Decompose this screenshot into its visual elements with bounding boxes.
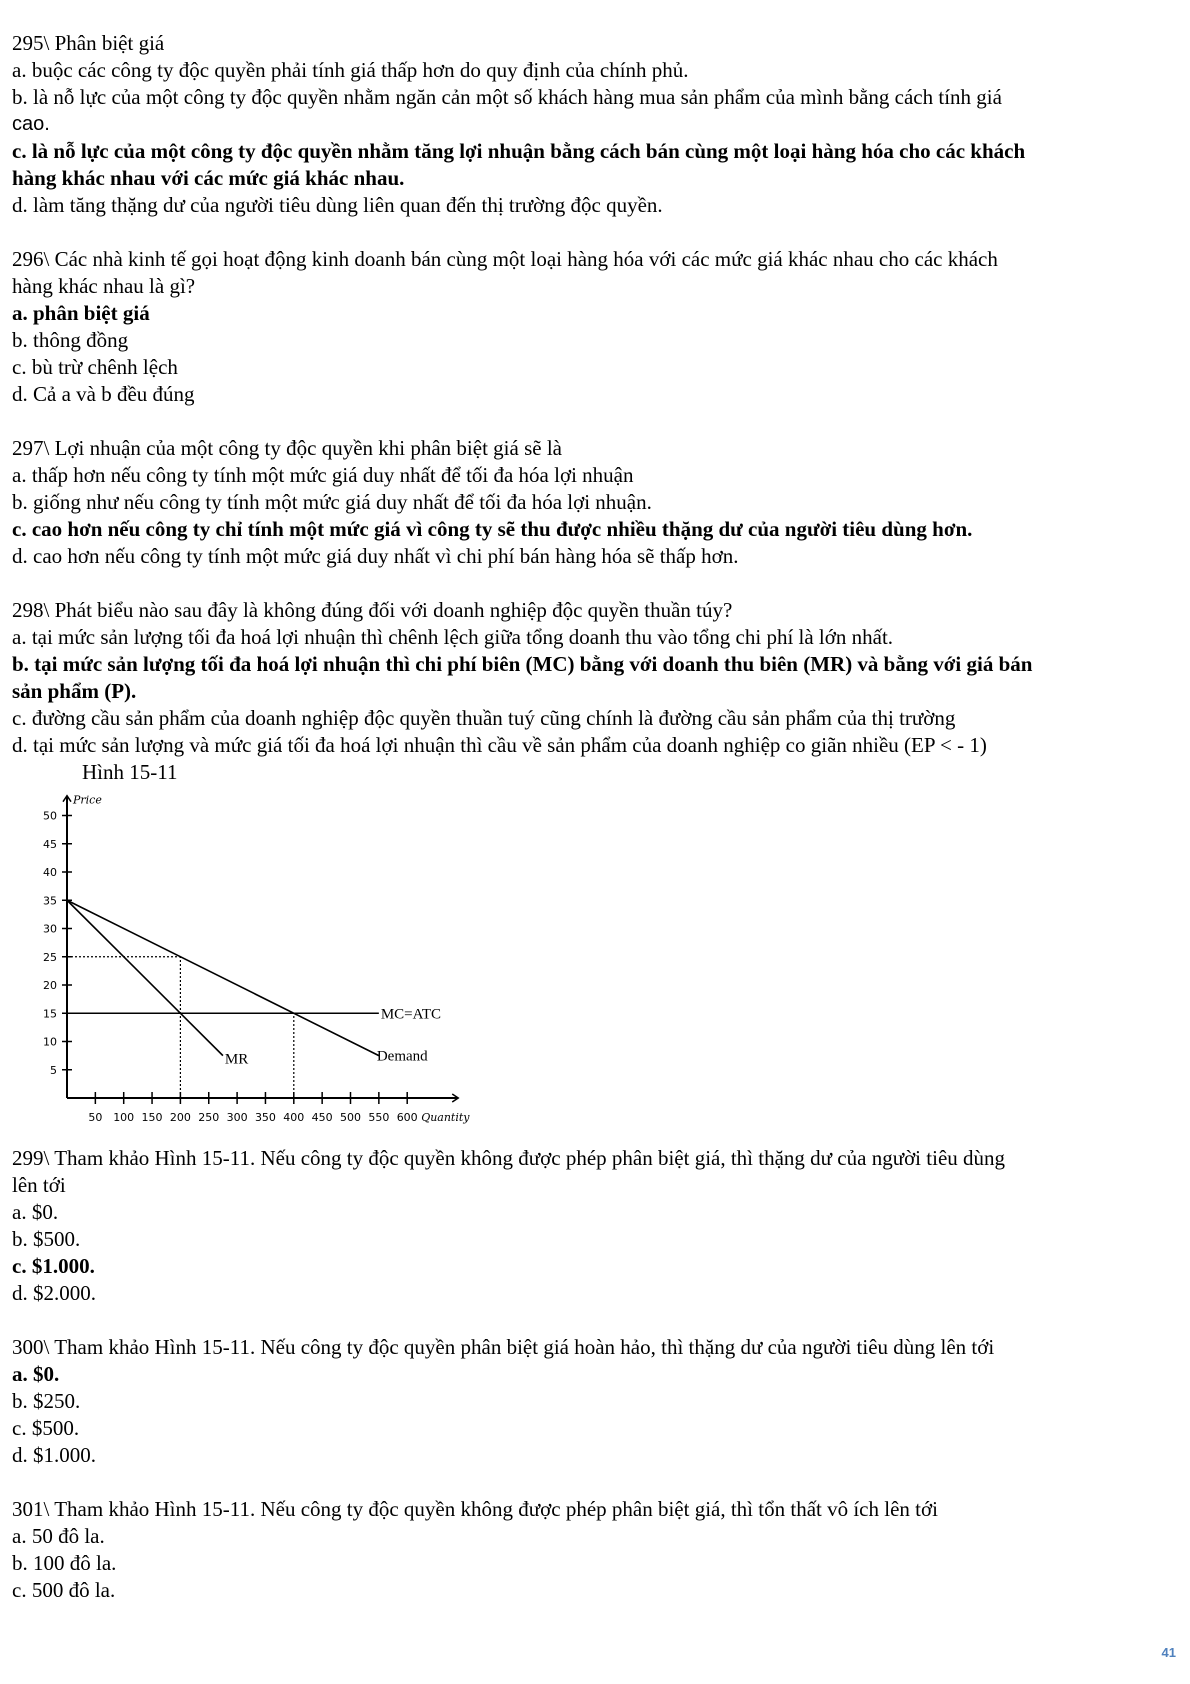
option-c-answer: c. $1.000. — [12, 1254, 95, 1278]
option-b: b. là nỗ lực của một công ty độc quyền nhằm ngăn cản một số khách hàng mua sản phẩm của mình bằng cách tính giá — [12, 85, 1002, 109]
question-stem-continued: lên tới — [12, 1173, 66, 1197]
option-d: d. $2.000. — [12, 1281, 96, 1305]
y-tick-label: 15 — [43, 1007, 57, 1021]
x-tick-label: 300 — [226, 1111, 248, 1124]
question-stem: 299\ Tham khảo Hình 15-11. Nếu công ty độc quyền không được phép phân biệt giá, thì thặng dư của người tiêu dùng — [12, 1146, 1006, 1170]
option-c: c. $500. — [12, 1416, 80, 1440]
x-tick-label: 150 — [141, 1111, 163, 1124]
question-stem: 298\ Phát biểu nào sau đây là không đúng đối với doanh nghiệp độc quyền thuần túy? — [12, 598, 733, 622]
question-stem: 295\ Phân biệt giá — [12, 31, 165, 55]
option-b: b. thông đồng — [12, 328, 129, 352]
question-301 — [12, 1496, 1180, 1604]
label-demand: Demand — [376, 1048, 428, 1065]
question-297 — [12, 435, 1180, 570]
x-axis-label: Quantity — [421, 1111, 470, 1124]
question-300 — [12, 1334, 1180, 1469]
option-a-answer: a. $0. — [12, 1362, 60, 1386]
y-tick-label: 10 — [43, 1035, 57, 1049]
x-tick-label: 550 — [368, 1111, 390, 1124]
x-tick-label: 500 — [340, 1111, 361, 1124]
option-a: a. $0. — [12, 1200, 59, 1224]
question-299 — [12, 1145, 1180, 1307]
question-296 — [12, 246, 1180, 408]
x-tick-label: 600 — [396, 1111, 418, 1124]
option-c-answer-continued: hàng khác nhau với các mức giá khác nhau. — [12, 166, 405, 190]
option-a: a. buộc các công ty độc quyền phải tính giá thấp hơn do quy định của chính phủ. — [12, 58, 689, 82]
question-stem-continued: hàng khác nhau là gì? — [12, 274, 196, 298]
x-tick-label: 400 — [283, 1111, 305, 1124]
option-c: c. bù trừ chênh lệch — [12, 355, 178, 379]
question-stem: 301\ Tham khảo Hình 15-11. Nếu công ty độc quyền không được phép phân biệt giá, thì tổn thất vô ích lên tới — [12, 1497, 938, 1521]
figure-15-11 — [12, 759, 512, 1139]
option-b: b. $500. — [12, 1227, 81, 1251]
option-d: d. $1.000. — [12, 1443, 96, 1467]
option-b-continued: cao. — [12, 113, 50, 135]
question-stem: 296\ Các nhà kinh tế gọi hoạt động kinh doanh bán cùng một loại hàng hóa với các mức giá khác nhau cho các khách — [12, 247, 998, 271]
option-d: d. Cả a và b đều đúng — [12, 382, 195, 406]
y-tick-label: 5 — [50, 1063, 57, 1077]
x-tick-label: 50 — [88, 1111, 103, 1124]
x-tick-label: 250 — [198, 1111, 220, 1124]
figure-title: Hình 15-11 — [82, 760, 178, 784]
x-tick-label: 100 — [113, 1111, 135, 1124]
option-b: b. giống như nếu công ty tính một mức giá duy nhất để tối đa hóa lợi nhuận. — [12, 490, 652, 514]
x-tick-label: 450 — [311, 1111, 333, 1124]
question-298 — [12, 597, 1180, 759]
option-b-answer: b. tại mức sản lượng tối đa hoá lợi nhuận thì chi phí biên (MC) bằng với doanh thu biên (MR) và bằng với giá bán — [12, 652, 1033, 676]
option-a: a. thấp hơn nếu công ty tính một mức giá duy nhất để tối đa hóa lợi nhuận — [12, 463, 634, 487]
question-stem: 300\ Tham khảo Hình 15-11. Nếu công ty độc quyền phân biệt giá hoàn hảo, thì thặng dư của người tiêu dùng lên tới — [12, 1335, 995, 1359]
option-b: b. $250. — [12, 1389, 81, 1413]
option-b: b. 100 đô la. — [12, 1551, 117, 1575]
y-tick-label: 20 — [43, 979, 57, 992]
y-tick-label: 35 — [43, 894, 57, 908]
y-tick-label: 30 — [43, 922, 57, 936]
y-tick-label: 25 — [43, 950, 57, 964]
chart-svg — [12, 759, 512, 1139]
option-a: a. tại mức sản lượng tối đa hoá lợi nhuận thì chênh lệch giữa tổng doanh thu vào tổng chi phí là lớn nhất. — [12, 625, 894, 649]
label-mr: MR — [224, 1051, 249, 1068]
option-d: d. cao hơn nếu công ty tính một mức giá duy nhất vì chi phí bán hàng hóa sẽ thấp hơn. — [12, 544, 739, 568]
option-a: a. 50 đô la. — [12, 1524, 105, 1548]
y-tick-label: 40 — [43, 866, 57, 879]
option-d: d. tại mức sản lượng và mức giá tối đa hoá lợi nhuận thì cầu về sản phẩm của doanh nghiệp co giãn nhiều (EP < - 1) — [12, 733, 987, 757]
option-c-answer: c. cao hơn nếu công ty chỉ tính một mức giá vì công ty sẽ thu được nhiều thặng dư của người tiêu dùng hơn. — [12, 517, 973, 541]
option-a-answer: a. phân biệt giá — [12, 301, 150, 325]
document-page — [12, 30, 1180, 1604]
question-295 — [12, 30, 1180, 219]
y-axis-label: Price — [73, 793, 102, 807]
x-tick-label: 200 — [169, 1111, 191, 1124]
option-c: c. 500 đô la. — [12, 1578, 116, 1602]
page-number: 41 — [1161, 1645, 1176, 1660]
option-c-answer: c. là nỗ lực của một công ty độc quyền nhằm tăng lợi nhuận bằng cách bán cùng một loại hàng hóa cho các khách — [12, 139, 1026, 163]
y-tick-label: 50 — [43, 809, 57, 823]
y-tick-label: 45 — [43, 837, 57, 851]
question-stem: 297\ Lợi nhuận của một công ty độc quyền khi phân biệt giá sẽ là — [12, 436, 562, 460]
x-tick-label: 350 — [254, 1111, 276, 1124]
option-d: d. làm tăng thặng dư của người tiêu dùng liên quan đến thị trường độc quyền. — [12, 193, 663, 217]
series-line-demand — [67, 900, 379, 1055]
option-b-answer-continued: sản phẩm (P). — [12, 679, 137, 703]
option-c: c. đường cầu sản phẩm của doanh nghiệp độc quyền thuần tuý cũng chính là đường cầu sản phẩm của thị trường — [12, 706, 956, 730]
series-line-mr — [67, 900, 223, 1055]
label-mc-atc: MC=ATC — [380, 1006, 441, 1023]
